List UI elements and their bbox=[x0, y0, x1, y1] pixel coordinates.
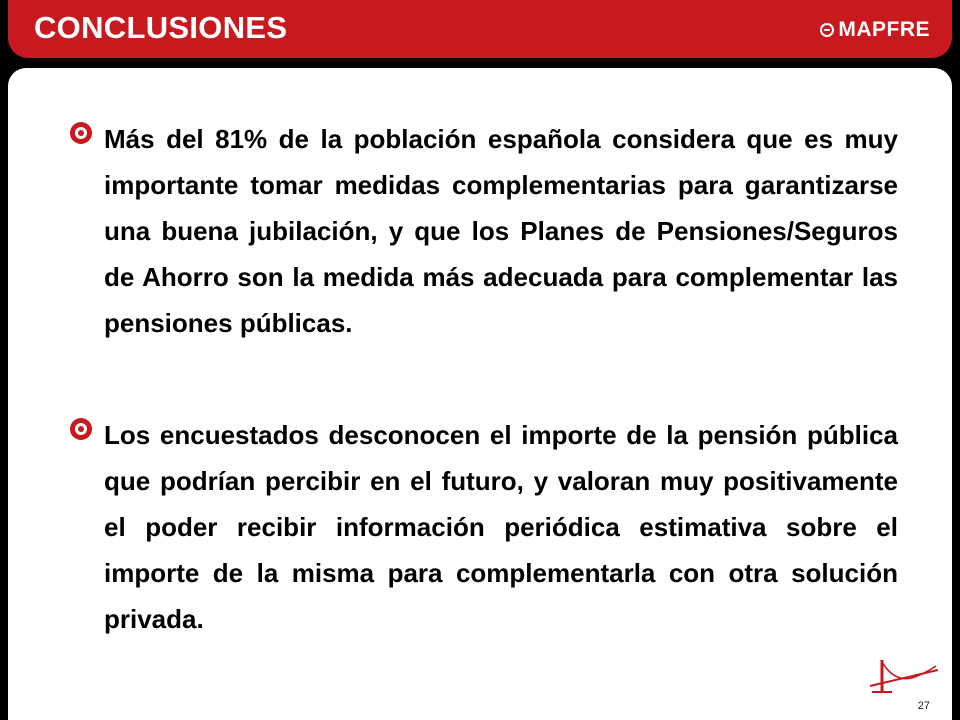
bullet-item bbox=[70, 116, 898, 346]
bridge-icon bbox=[868, 656, 940, 696]
bullet-text: Los encuestados desconocen el importe de la pensión pública que podrían percibir en el futuro, y valoran muy positivamente el poder recibir información periódica estimativa sobre el importe de la misma para complementarla con otra solución privada. bbox=[104, 420, 898, 634]
title-bar bbox=[8, 0, 952, 58]
bullet-text: Más del 81% de la población española considera que es muy importante tomar medidas complementarias para garantizarse una buena jubilación, y que los Planes de Pensiones/Seguros de Ahorro son la medida más adecuada para complementar las pensiones públicas. bbox=[104, 124, 898, 338]
mapfre-logo-icon bbox=[820, 23, 834, 37]
slide-content bbox=[8, 68, 952, 720]
bullet-item bbox=[70, 412, 898, 642]
slide-title: CONCLUSIONES bbox=[34, 10, 288, 45]
page-number: 27 bbox=[917, 700, 930, 712]
mapfre-logo-text: MAPFRE bbox=[838, 18, 930, 41]
bullet-icon bbox=[70, 122, 92, 144]
mapfre-logo bbox=[820, 18, 930, 42]
bullet-icon bbox=[70, 418, 92, 440]
